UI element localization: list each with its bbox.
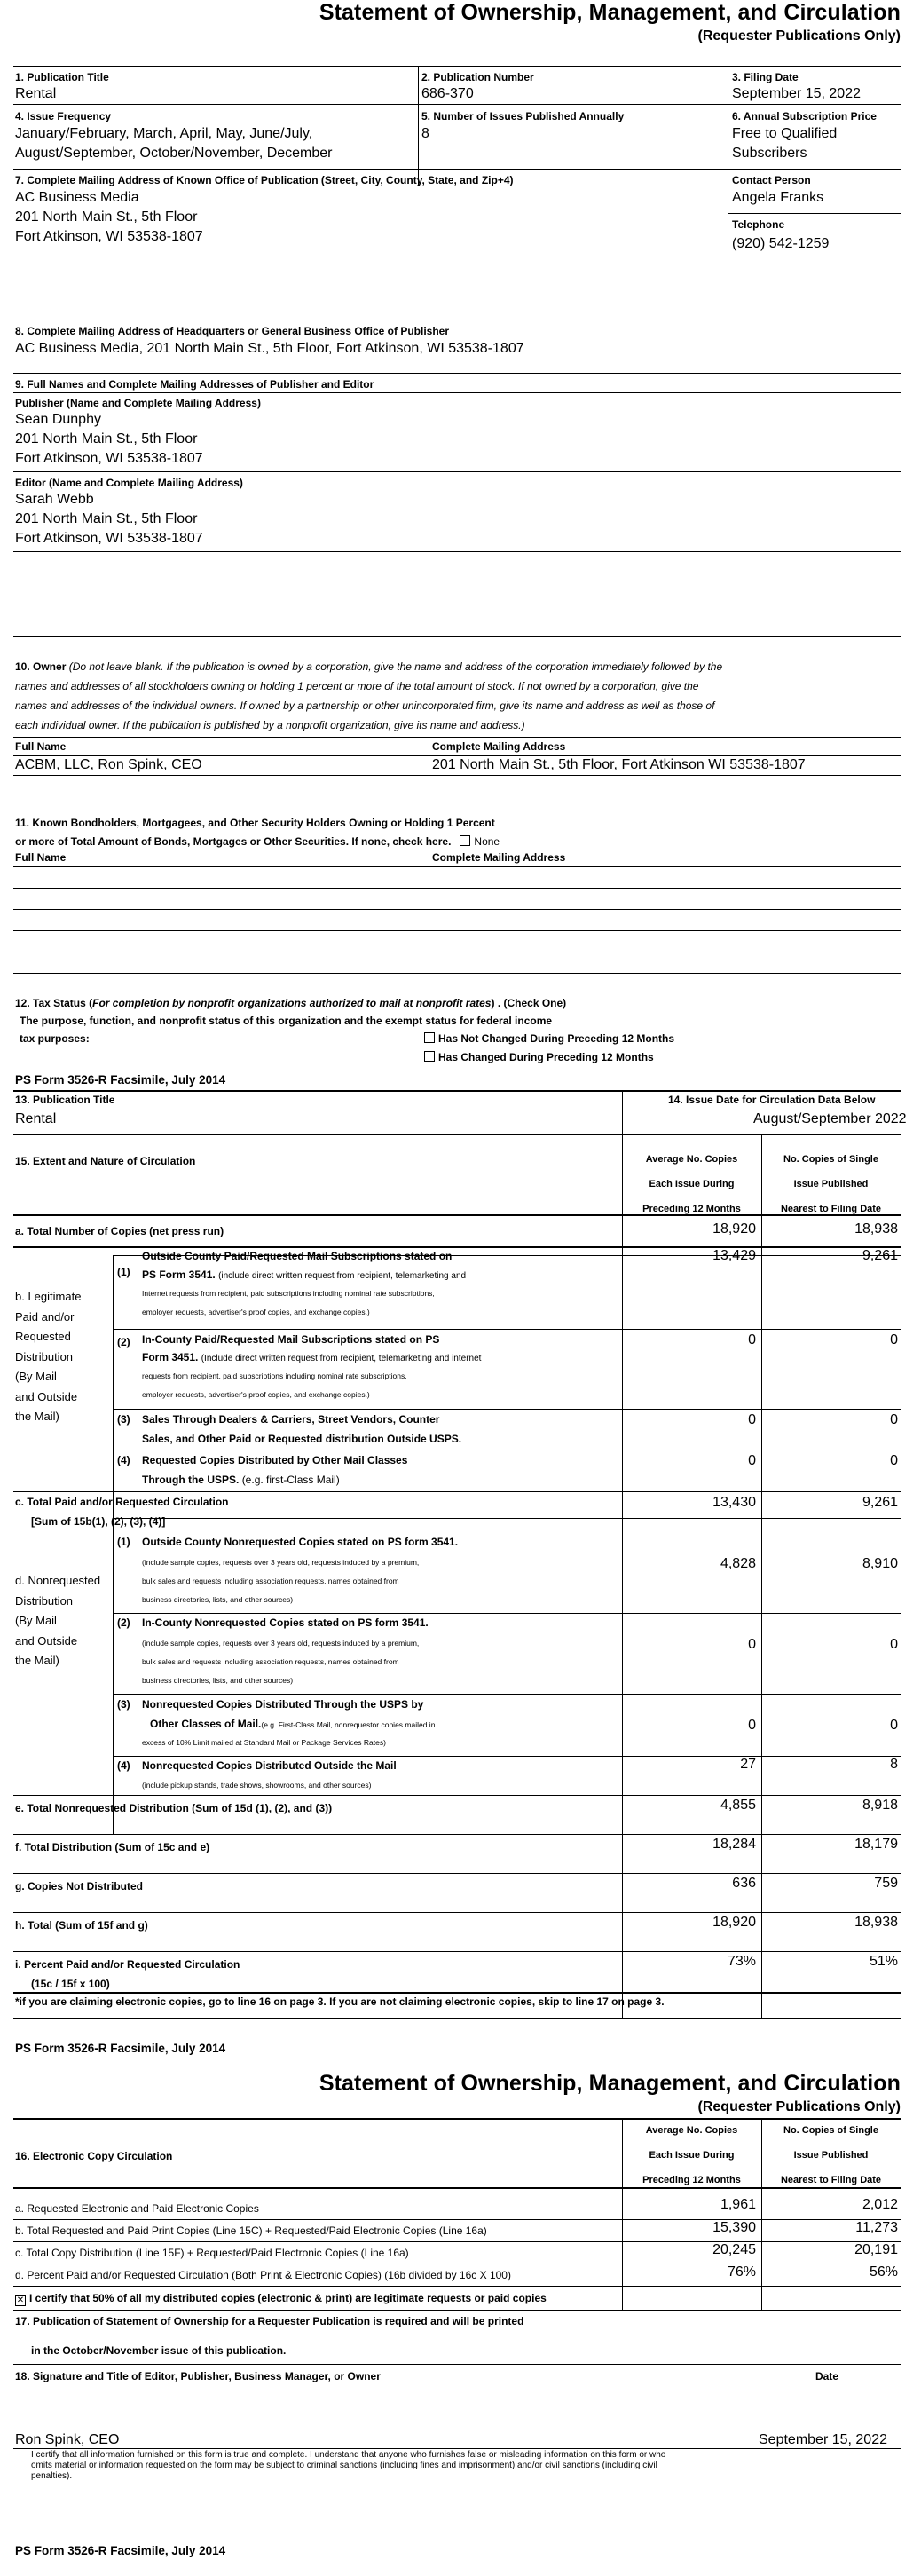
tax-status-tail: ) . (Check One)	[491, 997, 567, 1009]
b-side-2: Paid and/or	[15, 1309, 75, 1324]
divider	[13, 2286, 901, 2287]
row-b1-line1: Outside County Paid/Requested Mail Subscriptions stated on	[142, 1250, 453, 1262]
column-divider	[113, 1518, 114, 1834]
row-b1-single: 9,261	[862, 1248, 898, 1263]
divider	[13, 888, 901, 889]
editor-address-line2: Fort Atkinson, WI 53538-1807	[15, 531, 203, 546]
bondholders-line1: 11. Known Bondholders, Mortgagees, and Other Security Holders Owning or Holding 1 Percent	[15, 817, 495, 829]
row-i-single: 51%	[869, 1954, 898, 1969]
row-d1-single: 8,910	[862, 1556, 898, 1571]
form-label-page2: PS Form 3526-R Facsimile, July 2014	[15, 2042, 226, 2055]
filing-date-value: September 15, 2022	[732, 86, 861, 101]
row-h-label: h. Total (Sum of 15f and g)	[15, 1919, 148, 1932]
row-b3-avg: 0	[748, 1412, 756, 1427]
row-d1-note3: business directories, lists, and other sources)	[142, 1595, 294, 1604]
divider	[13, 909, 901, 910]
bondholder-full-name-header: Full Name	[15, 851, 67, 864]
row-b4-line1: Requested Copies Distributed by Other Mail Classes	[142, 1454, 408, 1466]
row-d3-note2: excess of 10% Limit mailed at Standard Mail or Package Services Rates)	[142, 1738, 386, 1747]
row-d2-note2: bulk sales and requests including association requests, names obtained from	[142, 1657, 399, 1666]
none-checkbox-label: None	[474, 835, 500, 848]
bondholders-text: or more of Total Amount of Bonds, Mortgages or Other Securities. If none, check here.	[15, 835, 452, 848]
divider	[13, 1214, 901, 1216]
avg-header-line1: Average No. Copies	[645, 1154, 738, 1165]
row-b1-note3: employer requests, advertiser's proof copies, and exchange copies.)	[142, 1308, 370, 1316]
divider	[13, 169, 901, 170]
elec-row-c-label: c. Total Copy Distribution (Line 15F) + Requested/Paid Electronic Copies (Line 16a)	[15, 2247, 409, 2259]
divider	[728, 213, 901, 214]
row-i-avg: 73%	[727, 1954, 756, 1969]
row-b2-number: (2)	[117, 1336, 130, 1348]
field-3-label: 3. Filing Date	[732, 71, 799, 83]
elec-avg-header	[622, 2121, 761, 2190]
field-15-label: 15. Extent and Nature of Circulation	[15, 1155, 196, 1167]
certification-line2: omits material or information requested on the form may be subject to criminal sanctions (including fines and imprisonment) and/or civil sanctions (including civil	[31, 2461, 657, 2470]
row-d1-note1: (include sample copies, requests over 3 years old, requests induced by a premium,	[142, 1558, 420, 1567]
row-b4-bold: Through the USPS.	[142, 1474, 240, 1486]
divider	[13, 1912, 901, 1913]
issue-frequency-line2: August/September, October/November, December	[15, 146, 333, 161]
row-b1-number: (1)	[117, 1266, 130, 1278]
divider	[13, 1090, 901, 1092]
page-subtitle: (Requester Publications Only)	[697, 28, 901, 43]
subscription-price-line2: Subscribers	[732, 146, 807, 161]
date-label: Date	[815, 2370, 839, 2382]
row-d1-number: (1)	[117, 1536, 130, 1548]
row-b3-single: 0	[890, 1412, 898, 1427]
changed-checkbox[interactable]	[424, 1051, 435, 1062]
row-c-line1: c. Total Paid and/or Requested Circulation	[15, 1496, 229, 1508]
single-header-line3: Nearest to Filing Date	[780, 1204, 882, 1214]
divider	[13, 471, 901, 472]
publication-title-value: Rental	[15, 86, 57, 101]
divider	[13, 392, 901, 393]
field-14-value: August/September 2022	[753, 1111, 907, 1126]
owner-address-header: Complete Mailing Address	[432, 740, 566, 753]
b-side-7: the Mail)	[15, 1410, 59, 1423]
row-f-single: 18,179	[854, 1837, 898, 1852]
owner-heading: 10. Owner	[15, 660, 67, 673]
subscription-price-line1: Free to Qualified	[732, 126, 838, 141]
elec-row-b-label: b. Total Requested and Paid Print Copies (Line 15C) + Requested/Paid Electronic Copies (Line 16a)	[15, 2224, 487, 2237]
row-a-avg: 18,920	[712, 1221, 756, 1237]
row-b2-note2: requests from recipient, paid subscriptions including nominal rate subscriptions,	[142, 1371, 407, 1380]
owner-instructions-line4: each individual owner. If the publication is published by a nonprofit organization, give its name and address.)	[15, 719, 525, 731]
elec-row-d-single: 56%	[869, 2264, 898, 2280]
elec-row-d-label: d. Percent Paid and/or Requested Circulation (Both Print & Electronic Copies) (16b divided by 16c X 100)	[15, 2269, 511, 2281]
elec-row-c-avg: 20,245	[712, 2242, 756, 2257]
row-b2-single: 0	[890, 1332, 898, 1347]
row-b2-note1: (Include direct written request from recipient, telemarketing and internet	[201, 1354, 482, 1363]
single-header-line1: No. Copies of Single	[783, 1154, 878, 1165]
row-d1-avg: 4,828	[720, 1556, 756, 1571]
row-d3-line2	[150, 1718, 435, 1732]
row-b1-avg: 13,429	[712, 1248, 756, 1263]
row-g-single: 759	[874, 1876, 898, 1891]
divider	[13, 1873, 901, 1874]
field-13-value: Rental	[15, 1111, 57, 1126]
row-d2-note1: (include sample copies, requests over 3 years old, requests induced by a premium,	[142, 1639, 420, 1648]
divider	[113, 1518, 901, 1519]
elec-row-c-single: 20,191	[854, 2242, 898, 2257]
row-d3-bold: Other Classes of Mail.	[150, 1718, 262, 1730]
elec-row-b-avg: 15,390	[712, 2220, 756, 2235]
row-d3-single: 0	[890, 1718, 898, 1733]
editor-name: Sarah Webb	[15, 492, 94, 507]
field-6-label: 6. Annual Subscription Price	[732, 110, 877, 122]
divider	[13, 1795, 901, 1796]
row-a-label: a. Total Number of Copies (net press run)	[15, 1225, 224, 1237]
divider	[13, 551, 901, 552]
row-d1-note2: bulk sales and requests including association requests, names obtained from	[142, 1576, 399, 1585]
divider	[13, 930, 901, 931]
field-9-label: 9. Full Names and Complete Mailing Addresses of Publisher and Editor	[15, 378, 374, 391]
field-5-label: 5. Number of Issues Published Annually	[421, 110, 625, 122]
certify-checkbox[interactable]: ✕	[16, 2295, 25, 2305]
publication-number-value: 686-370	[421, 86, 474, 101]
row-a-single: 18,938	[854, 1221, 898, 1237]
row-d2-single: 0	[890, 1637, 898, 1652]
row-d1-line1: Outside County Nonrequested Copies stated on PS form 3541.	[142, 1536, 459, 1548]
b-side-5: (By Mail	[15, 1370, 57, 1383]
b-side-1: b. Legitimate	[15, 1290, 82, 1303]
not-changed-label: Has Not Changed During Preceding 12 Months	[438, 1032, 675, 1045]
divider	[113, 1694, 901, 1695]
publisher-address-line1: 201 North Main St., 5th Floor	[15, 431, 198, 446]
row-h-single: 18,938	[854, 1915, 898, 1930]
d-side-4: and Outside	[15, 1633, 78, 1648]
avg-header-line3: Preceding 12 Months	[642, 1204, 741, 1214]
elec-avg-header-line2: Each Issue During	[649, 2150, 735, 2161]
field-17-line2: in the October/November issue of this publication.	[31, 2344, 287, 2357]
divider	[13, 1134, 901, 1135]
elec-avg-header-line1: Average No. Copies	[645, 2125, 738, 2136]
divider	[13, 1992, 901, 1994]
row-d2-note3: business directories, lists, and other sources)	[142, 1676, 294, 1685]
row-g-avg: 636	[732, 1876, 756, 1891]
contact-person-label: Contact Person	[732, 174, 811, 186]
row-b2-line2	[142, 1351, 481, 1365]
publisher-label: Publisher (Name and Complete Mailing Address)	[15, 397, 261, 409]
row-b4-number: (4)	[117, 1454, 130, 1466]
field-14-label: 14. Issue Date for Circulation Data Below	[668, 1094, 876, 1106]
elec-row-a-avg: 1,961	[720, 2197, 756, 2212]
divider	[13, 2448, 901, 2449]
telephone-value: (920) 542-1259	[732, 236, 830, 251]
elec-avg-header-line3: Preceding 12 Months	[642, 2175, 741, 2185]
page3-subtitle: (Requester Publications Only)	[697, 2099, 901, 2114]
row-c-single: 9,261	[862, 1495, 898, 1510]
b-side-4: Distribution	[15, 1349, 74, 1363]
divider	[13, 775, 901, 776]
elec-single-header	[761, 2121, 901, 2190]
owner-full-name-header: Full Name	[15, 740, 67, 753]
field-7-label: 7. Complete Mailing Address of Known Office of Publication (Street, City, County, State, and Zip+4)	[15, 174, 514, 186]
single-header-line2: Issue Published	[793, 1179, 869, 1189]
issue-frequency-line1: January/February, March, April, May, June/July,	[15, 126, 313, 141]
divider	[13, 1834, 901, 1835]
owner-instructions-line2: names and addresses of all stockholders owning or holding 1 percent or more of the total amount of stock. If not owned by a corporation, give the	[15, 680, 699, 692]
elec-single-header-line2: Issue Published	[793, 2150, 869, 2161]
row-d-side-label	[15, 1571, 100, 1671]
field-16-label: 16. Electronic Copy Circulation	[15, 2150, 173, 2162]
elec-single-header-line1: No. Copies of Single	[783, 2125, 878, 2136]
certify-label: I certify that 50% of all my distributed copies (electronic & print) are legitimate requests or paid copies	[29, 2292, 547, 2304]
b-side-6: and Outside	[15, 1389, 78, 1403]
row-b3-line1: Sales Through Dealers & Carriers, Street Vendors, Counter	[142, 1413, 440, 1426]
divider	[13, 737, 901, 738]
office-address-line1: AC Business Media	[15, 190, 139, 205]
option-not-changed	[424, 1032, 674, 1046]
telephone-label: Telephone	[732, 218, 785, 231]
field-18-label: 18. Signature and Title of Editor, Publisher, Business Manager, or Owner	[15, 2370, 381, 2382]
row-b4-example: (e.g. first-Class Mail)	[241, 1474, 340, 1486]
row-h-avg: 18,920	[712, 1915, 756, 1930]
tax-status-line3: tax purposes:	[20, 1032, 90, 1045]
field-1-label: 1. Publication Title	[15, 71, 109, 83]
row-b4-avg: 0	[748, 1453, 756, 1468]
row-g-label: g. Copies Not Distributed	[15, 1880, 143, 1892]
row-e-label: e. Total Nonrequested Distribution (Sum of 15d (1), (2), and (3))	[15, 1802, 333, 1814]
row-d3-note1: (e.g. First-Class Mail, nonrequestor copies mailed in	[261, 1720, 436, 1729]
row-c-avg: 13,430	[712, 1495, 756, 1510]
divider	[113, 1409, 901, 1410]
row-f-label: f. Total Distribution (Sum of 15c and e)	[15, 1841, 210, 1853]
tax-status-line2: The purpose, function, and nonprofit status of this organization and the exempt status for federal income	[20, 1015, 553, 1027]
row-d4-note1: (include pickup stands, trade shows, showrooms, and other sources)	[142, 1781, 372, 1790]
contact-person-value: Angela Franks	[732, 190, 824, 205]
field-4-label: 4. Issue Frequency	[15, 110, 112, 122]
divider	[13, 104, 901, 105]
office-address-line2: 201 North Main St., 5th Floor	[15, 209, 198, 225]
row-d4-line1: Nonrequested Copies Distributed Outside the Mail	[142, 1759, 397, 1772]
row-d2-number: (2)	[117, 1616, 130, 1629]
row-d3-number: (3)	[117, 1698, 130, 1711]
divider	[13, 973, 901, 974]
page-title: Statement of Ownership, Management, and Circulation	[319, 0, 901, 25]
divider	[13, 2364, 901, 2365]
elec-row-a-single: 2,012	[862, 2197, 898, 2212]
page3-title: Statement of Ownership, Management, and Circulation	[319, 2071, 901, 2096]
b-side-3: Requested	[15, 1330, 71, 1343]
row-d2-line1: In-County Nonrequested Copies stated on PS form 3541.	[142, 1616, 429, 1629]
field-17-line1: 17. Publication of Statement of Ownership for a Requester Publication is required and will be printed	[15, 2315, 524, 2327]
row-i-line1: i. Percent Paid and/or Requested Circulation	[15, 1958, 240, 1971]
row-b2-avg: 0	[748, 1332, 756, 1347]
elec-row-a-label: a. Requested Electronic and Paid Electronic Copies	[15, 2202, 259, 2215]
row-b4-single: 0	[890, 1453, 898, 1468]
row-d4-single: 8	[890, 1757, 898, 1772]
d-side-2: Distribution	[15, 1593, 74, 1608]
row-d3-avg: 0	[748, 1718, 756, 1733]
divider	[13, 2187, 901, 2189]
issues-annually-value: 8	[421, 126, 429, 141]
avg-copies-header	[622, 1150, 761, 1219]
row-d4-number: (4)	[117, 1759, 130, 1772]
row-d2-avg: 0	[748, 1637, 756, 1652]
publisher-address-line2: Fort Atkinson, WI 53538-1807	[15, 451, 203, 466]
elec-single-header-line3: Nearest to Filing Date	[780, 2175, 882, 2185]
d-side-3: (By Mail	[15, 1614, 57, 1627]
owner-name: ACBM, LLC, Ron Spink, CEO	[15, 757, 202, 772]
row-b1-note1: (include direct written request from recipient, telemarketing and	[218, 1271, 467, 1281]
divider	[13, 2018, 901, 2019]
d-side-5: the Mail)	[15, 1654, 59, 1667]
option-changed	[424, 1051, 654, 1064]
owner-instructions-line1	[15, 658, 722, 677]
row-b4-line2	[142, 1474, 340, 1487]
divider	[13, 1951, 901, 1952]
editor-address-line1: 201 North Main St., 5th Floor	[15, 511, 198, 526]
row-b3-number: (3)	[117, 1413, 130, 1426]
divider	[13, 66, 901, 67]
row-e-single: 8,918	[862, 1798, 898, 1813]
field-2-label: 2. Publication Number	[421, 71, 534, 83]
row-b1-note2: Internet requests from recipient, paid subscriptions including nominal rate subscriptions,	[142, 1289, 435, 1298]
divider	[418, 67, 419, 104]
row-b1-line2	[142, 1268, 466, 1283]
office-address-line3: Fort Atkinson, WI 53538-1807	[15, 229, 203, 244]
divider	[13, 636, 901, 637]
certify-row	[15, 2292, 547, 2306]
owner-address: 201 North Main St., 5th Floor, Fort Atkinson WI 53538-1807	[432, 757, 806, 772]
row-b2-form: Form 3451.	[142, 1351, 199, 1363]
divider	[113, 1613, 901, 1614]
row-b1-form: PS Form 3541.	[142, 1268, 216, 1281]
elec-row-b-single: 11,273	[855, 2220, 898, 2235]
divider	[13, 2310, 901, 2311]
field-8-label: 8. Complete Mailing Address of Headquarters or General Business Office of Publisher	[15, 325, 450, 337]
divider	[13, 373, 901, 374]
tax-status-head: 12. Tax Status (	[15, 997, 93, 1009]
none-checkbox[interactable]	[460, 835, 470, 846]
divider	[113, 1329, 901, 1330]
row-d3-line1: Nonrequested Copies Distributed Through the USPS by	[142, 1698, 424, 1711]
publisher-name: Sean Dunphy	[15, 412, 101, 427]
owner-instructions-text: (Do not leave blank. If the publication is owned by a corporation, give the name and address of the corporation immediately followed by the	[68, 660, 723, 673]
divider	[13, 1491, 901, 1492]
electronic-copies-note: *if you are claiming electronic copies, go to line 16 on page 3. If you are not claiming electronic copies, skip to line 17 on page 3.	[15, 1995, 665, 2008]
headquarters-address-value: AC Business Media, 201 North Main St., 5th Floor, Fort Atkinson, WI 53538-1807	[15, 341, 524, 356]
editor-label: Editor (Name and Complete Mailing Address)	[15, 477, 243, 489]
certification-line3: penalties).	[31, 2471, 73, 2481]
row-b2-line1: In-County Paid/Requested Mail Subscriptions stated on PS	[142, 1333, 440, 1346]
avg-header-line2: Each Issue During	[649, 1179, 735, 1189]
tax-status-italic: For completion by nonprofit organizations authorized to mail at nonprofit rates	[92, 997, 492, 1009]
signature-date: September 15, 2022	[759, 2432, 887, 2447]
certification-line1: I certify that all information furnished on this form is true and complete. I understand that anyone who furnishes false or misleading information on this form or who	[31, 2450, 666, 2460]
divider	[13, 866, 901, 867]
form-label-page1: PS Form 3526-R Facsimile, July 2014	[15, 1073, 226, 1087]
elec-row-d-avg: 76%	[727, 2264, 756, 2280]
bondholders-line2	[15, 835, 500, 849]
field-13-label: 13. Publication Title	[15, 1094, 115, 1106]
row-e-avg: 4,855	[720, 1798, 756, 1813]
d-side-1: d. Nonrequested	[15, 1574, 101, 1587]
owner-instructions-line3: names and addresses of the individual owners. If owned by a partnership or other unincorporated firm, give its name and address as well as those of	[15, 699, 715, 712]
bondholder-address-header: Complete Mailing Address	[432, 851, 566, 864]
signer-name: Ron Spink, CEO	[15, 2432, 120, 2447]
row-i-line2: (15c / 15f x 100)	[31, 1978, 110, 1990]
not-changed-checkbox[interactable]	[424, 1032, 435, 1043]
row-d4-avg: 27	[740, 1757, 756, 1772]
row-f-avg: 18,284	[712, 1837, 756, 1852]
tax-status-heading	[15, 997, 566, 1010]
changed-label: Has Changed During Preceding 12 Months	[438, 1051, 654, 1063]
form-label-page3: PS Form 3526-R Facsimile, July 2014	[15, 2544, 226, 2557]
divider	[13, 2118, 901, 2120]
row-b2-note3: employer requests, advertiser's proof copies, and exchange copies.)	[142, 1390, 370, 1399]
row-c-line2: [Sum of 15b(1), (2), (3), (4)]	[31, 1515, 166, 1528]
single-issue-header	[761, 1150, 901, 1219]
row-b-side-label	[15, 1287, 81, 1427]
row-b3-line2: Sales, and Other Paid or Requested distribution Outside USPS.	[142, 1433, 462, 1445]
